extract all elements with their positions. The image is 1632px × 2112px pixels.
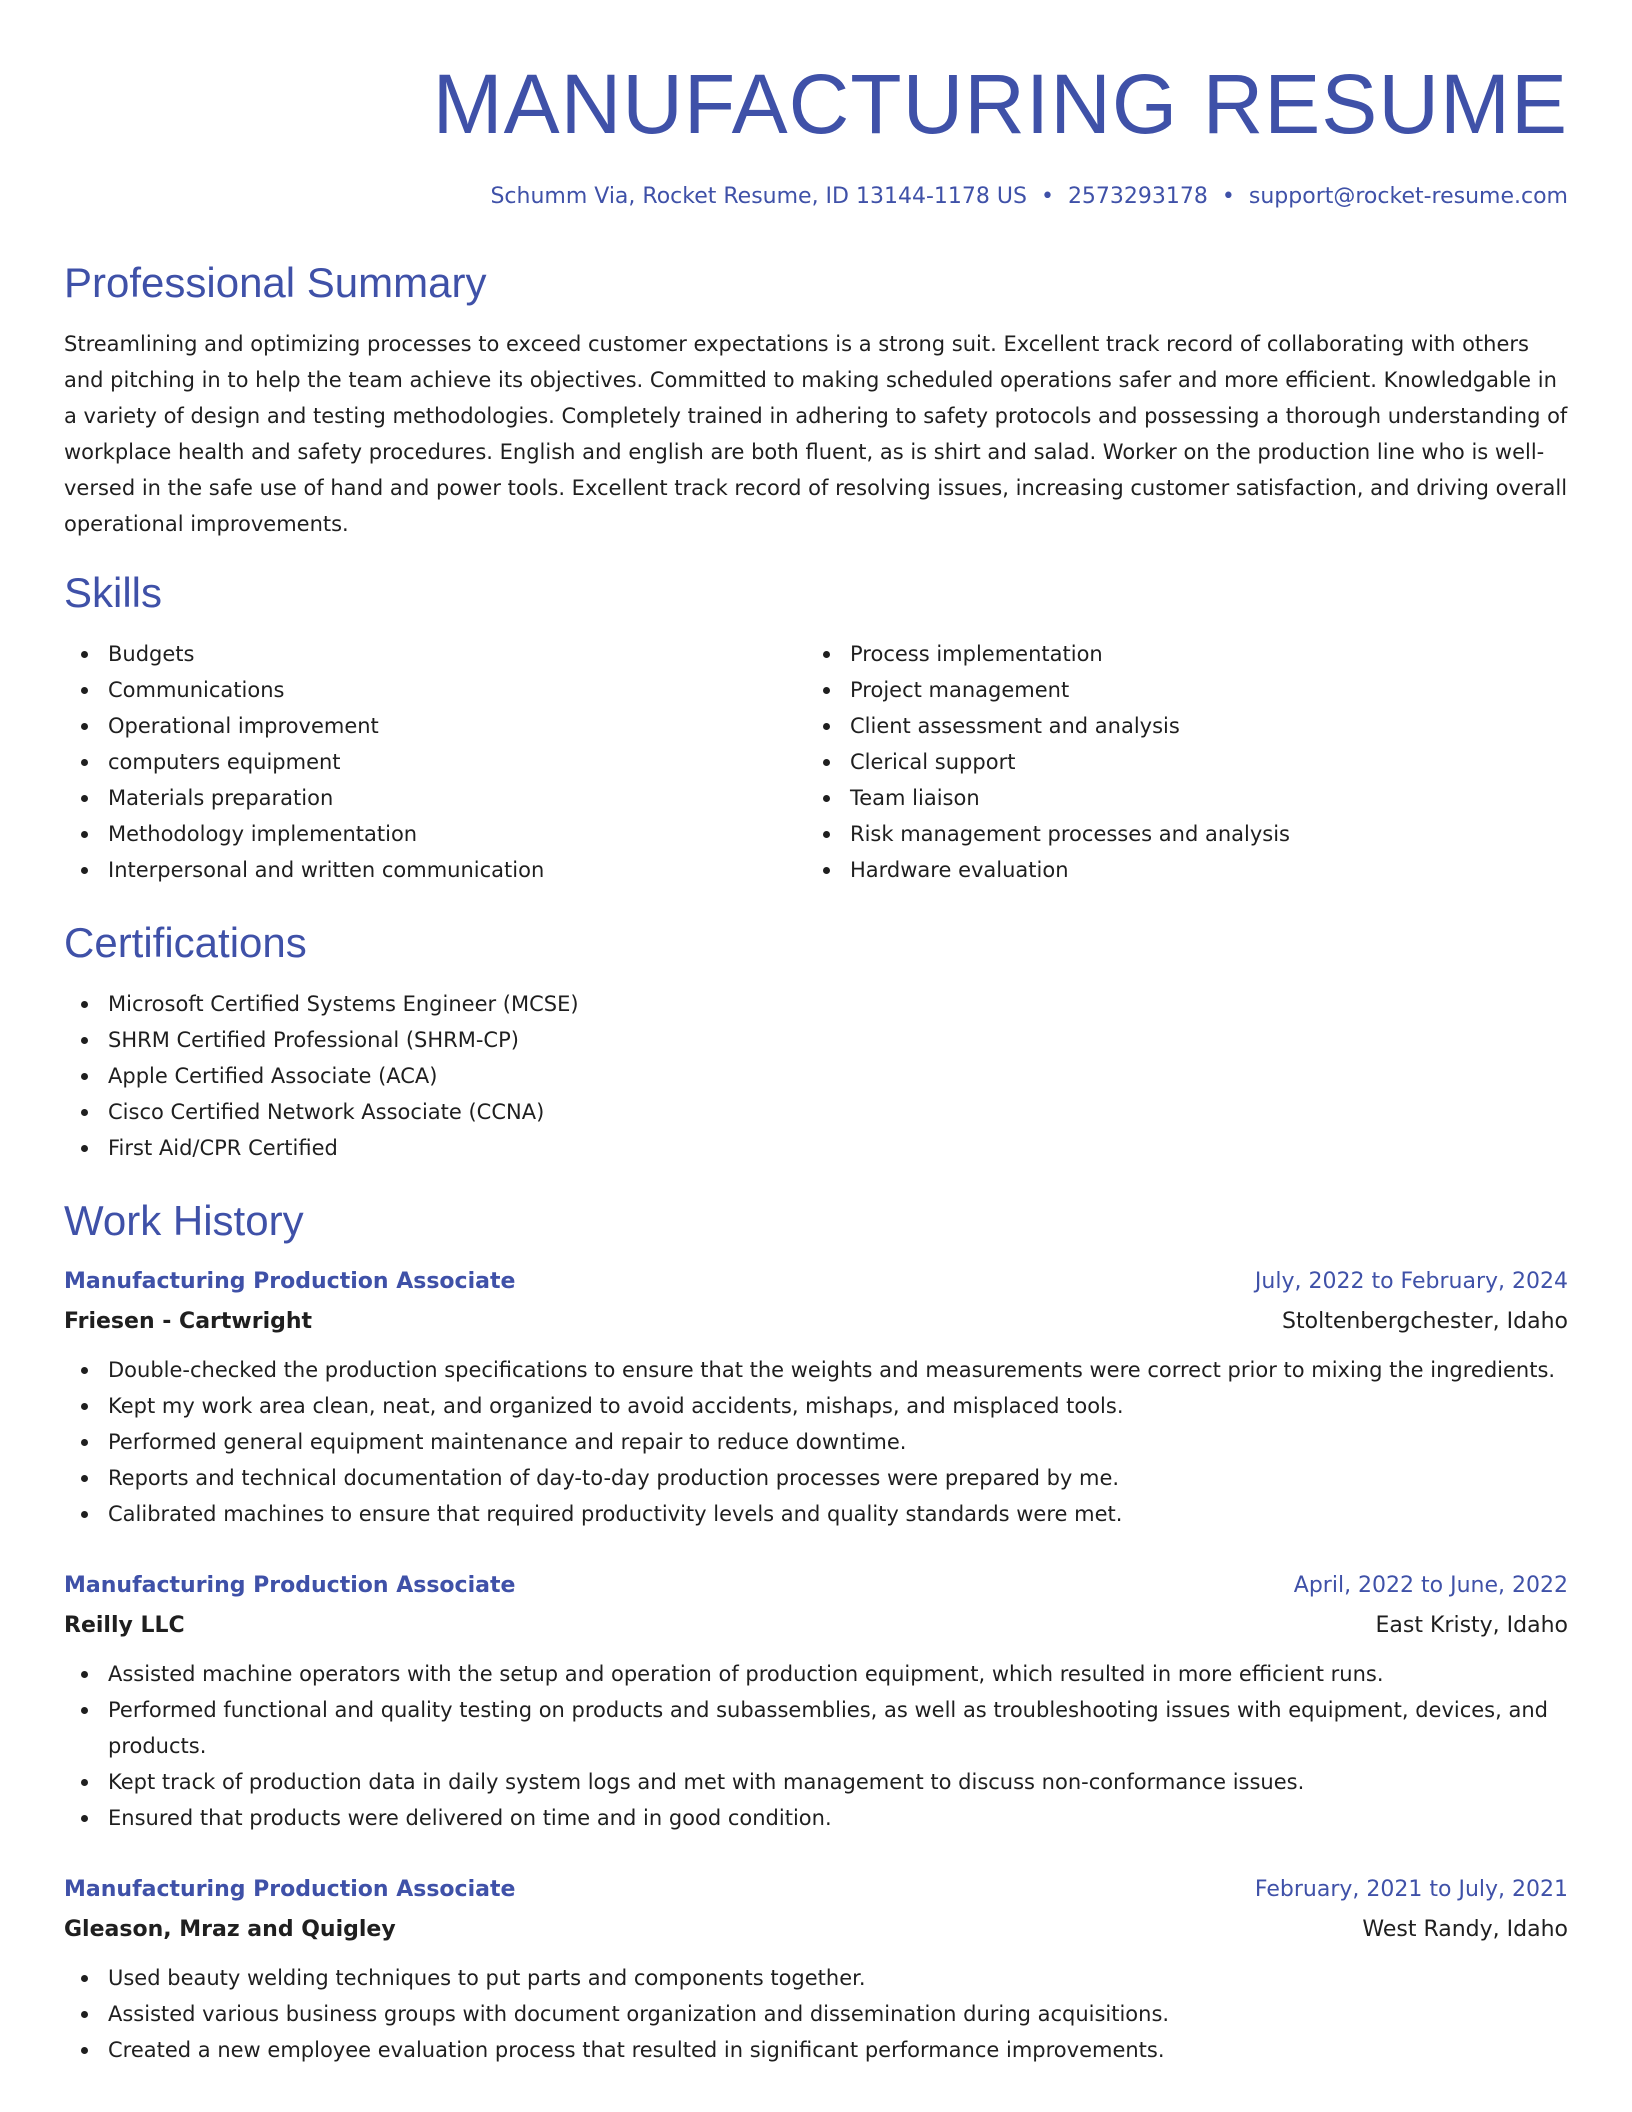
job-dates: February, 2021 to July, 2021 — [1254, 1877, 1568, 1902]
contact-separator: • — [1040, 184, 1054, 209]
certification-item: Apple Certified Associate (ACA) — [64, 1058, 1568, 1094]
job-location: Stoltenbergchester, Idaho — [1282, 1309, 1568, 1334]
job-entry — [64, 1262, 1568, 1532]
skills-list-left — [64, 636, 806, 888]
job-company: Reilly LLC — [64, 1613, 185, 1638]
skill-item: computers equipment — [64, 744, 806, 780]
skill-item: Materials preparation — [64, 780, 806, 816]
contact-separator: • — [1221, 184, 1235, 209]
job-bullet: Reports and technical documentation of day-to-day production processes were prepared by me. — [64, 1460, 1568, 1496]
job-bullet-list — [64, 1960, 1568, 2068]
job-bullet: Kept my work area clean, neat, and organized to avoid accidents, mishaps, and misplaced tools. — [64, 1388, 1568, 1424]
job-company: Gleason, Mraz and Quigley — [64, 1917, 396, 1942]
contact-line — [64, 182, 1568, 218]
contact-phone: 2573293178 — [1067, 184, 1208, 209]
job-title-row — [64, 1262, 1568, 1302]
skill-item: Operational improvement — [64, 708, 806, 744]
skill-item: Team liaison — [806, 780, 1548, 816]
job-bullet-list — [64, 1352, 1568, 1532]
skills-list-right — [806, 636, 1548, 888]
job-title-row — [64, 1870, 1568, 1910]
job-title-row — [64, 1566, 1568, 1606]
job-title: Manufacturing Production Associate — [64, 1877, 516, 1902]
job-entry — [64, 1566, 1568, 1836]
skills-grid — [64, 636, 1568, 888]
section-heading-summary: Professional Summary — [64, 259, 487, 306]
certification-item: Microsoft Certified Systems Engineer (MCSE) — [64, 986, 1568, 1022]
job-bullet: Assisted machine operators with the setup and operation of production equipment, which resulted in more efficient runs. — [64, 1656, 1568, 1692]
skill-item: Hardware evaluation — [806, 852, 1548, 888]
skill-item: Client assessment and analysis — [806, 708, 1548, 744]
certifications-section — [64, 919, 1568, 1166]
certification-item: Cisco Certified Network Associate (CCNA) — [64, 1094, 1568, 1130]
section-heading-skills: Skills — [64, 569, 163, 616]
job-company-row — [64, 1606, 1568, 1646]
job-company-row — [64, 1910, 1568, 1950]
certifications-list — [64, 986, 1568, 1166]
job-bullet: Calibrated machines to ensure that required productivity levels and quality standards were met. — [64, 1496, 1568, 1532]
summary-text: Streamlining and optimizing processes to exceed customer expectations is a strong suit. Excellent track record of collaborating with others and pitching in to help the team achieve its objectives. Committed to making scheduled operations safer and more efficient. Knowledgable in a variety of design and testing methodologies. Completely trained in adhering to safety protocols and possessing a thorough understanding of workplace health and safety procedures. English and english are both fluent, as is shirt and salad. Worker on the production line who is well-versed in the safe use of hand and power tools. Excellent track record of resolving issues, increasing customer satisfaction, and driving overall operational improvements. — [64, 332, 1568, 536]
job-bullet: Performed functional and quality testing on products and subassemblies, as well as troubleshooting issues with equipment, devices, and products. — [64, 1692, 1568, 1764]
job-dates: July, 2022 to February, 2024 — [1254, 1269, 1568, 1294]
job-title: Manufacturing Production Associate — [64, 1573, 516, 1598]
job-company-row — [64, 1302, 1568, 1342]
certification-item: SHRM Certified Professional (SHRM-CP) — [64, 1022, 1568, 1058]
contact-address: Schumm Via, Rocket Resume, ID 13144-1178 US — [490, 184, 1027, 209]
job-bullet: Ensured that products were delivered on time and in good condition. — [64, 1800, 1568, 1836]
job-bullet: Kept track of production data in daily system logs and met with management to discuss non-conformance issues. — [64, 1764, 1568, 1800]
section-heading-certifications: Certifications — [64, 919, 307, 966]
job-bullet: Double-checked the production specifications to ensure that the weights and measurements were correct prior to mixing the ingredients. — [64, 1352, 1568, 1388]
skill-item: Communications — [64, 672, 806, 708]
job-bullet-list — [64, 1656, 1568, 1836]
job-bullet: Used beauty welding techniques to put parts and components together. — [64, 1960, 1568, 1996]
job-bullet: Created a new employee evaluation process that resulted in significant performance improvements. — [64, 2032, 1568, 2068]
skill-item: Risk management processes and analysis — [806, 816, 1548, 852]
section-heading-work-history: Work History — [64, 1197, 304, 1244]
skill-item: Budgets — [64, 636, 806, 672]
summary-section — [64, 259, 1568, 542]
skill-item: Process implementation — [806, 636, 1548, 672]
job-location: East Kristy, Idaho — [1375, 1613, 1568, 1638]
resume-header — [64, 0, 1568, 218]
certification-item: First Aid/CPR Certified — [64, 1130, 1568, 1166]
skill-item: Methodology implementation — [64, 816, 806, 852]
resume-title: MANUFACTURING RESUME — [432, 57, 1568, 151]
skill-item: Clerical support — [806, 744, 1548, 780]
work-history-section — [64, 1197, 1568, 2068]
job-location: West Randy, Idaho — [1362, 1917, 1568, 1942]
skills-section — [64, 569, 1568, 888]
skill-item: Project management — [806, 672, 1548, 708]
skill-item: Interpersonal and written communication — [64, 852, 806, 888]
contact-email[interactable]: support@rocket-resume.com — [1248, 184, 1568, 209]
job-title: Manufacturing Production Associate — [64, 1269, 516, 1294]
job-bullet: Assisted various business groups with document organization and dissemination during acquisitions. — [64, 1996, 1568, 2032]
resume-page — [64, 0, 1568, 2068]
job-dates: April, 2022 to June, 2022 — [1293, 1573, 1568, 1598]
job-company: Friesen - Cartwright — [64, 1309, 313, 1334]
job-entry — [64, 1870, 1568, 2068]
job-bullet: Performed general equipment maintenance and repair to reduce downtime. — [64, 1424, 1568, 1460]
